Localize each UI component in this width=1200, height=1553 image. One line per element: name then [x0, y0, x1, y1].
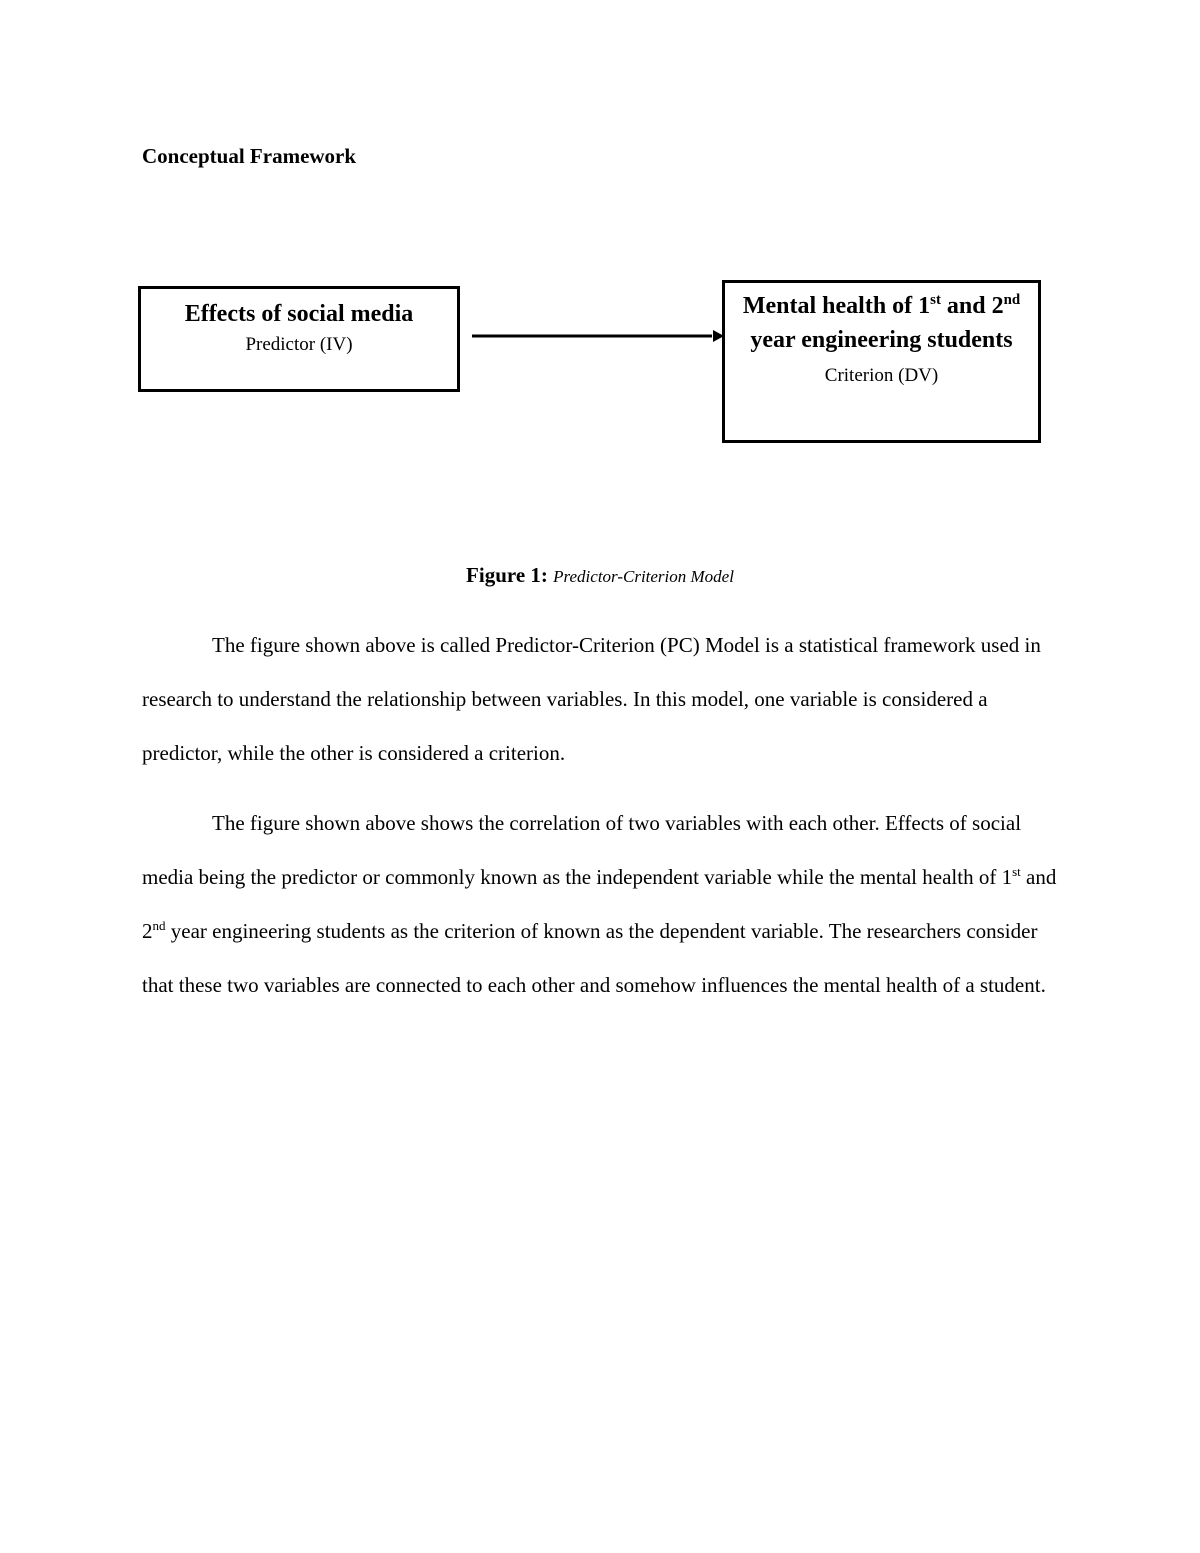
paragraph-2: The figure shown above shows the correlation of two variables with each other. Effects of social media being the predictor or commonly known as the independent variable while the mental health of 1st and 2nd year engineering students as the criterion of known as the dependent variable. The researchers consider that these two variables are connected to each other and somehow influences the mental health of a student.	[142, 811, 1057, 997]
criterion-box	[722, 280, 1041, 443]
section-heading: Conceptual Framework	[142, 144, 357, 168]
figure-title: Predictor-Criterion Model	[553, 567, 734, 586]
predictor-subtitle: Predictor (IV)	[245, 334, 353, 355]
criterion-title: Mental health of 1st and 2nd year engineering students	[742, 292, 1021, 353]
predictor-box	[138, 286, 460, 392]
arrow-connector	[460, 320, 724, 352]
criterion-subtitle: Criterion (DV)	[824, 365, 939, 386]
predictor-title: Effects of social media	[184, 301, 414, 327]
paragraph-1: The figure shown above is called Predictor-Criterion (PC) Model is a statistical framework used in research to understand the relationship between variables. In this model, one variable is considered a predictor, while the other is considered a criterion.	[142, 633, 1041, 765]
figure-caption	[0, 561, 1200, 591]
figure-label: Figure 1:	[466, 563, 548, 587]
